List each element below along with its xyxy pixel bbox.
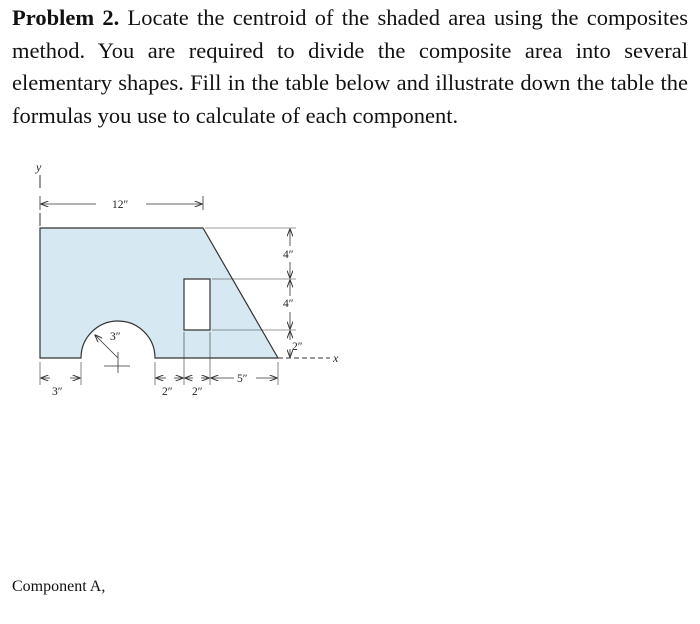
problem-label: Problem 2.: [12, 5, 120, 30]
component-a-label: Component A,: [12, 578, 106, 595]
dim-2b-label: 2″: [192, 386, 203, 398]
x-axis-label: x: [333, 351, 339, 365]
dim-3-label: 3″: [52, 386, 63, 398]
dim-12-label: 12″: [112, 199, 129, 211]
shaded-area: [40, 228, 278, 358]
problem-text: Locate the centroid of the shaded area using the composites method. You are required to divide the composite area into several elementary shapes. Fill in the table below and illustrate down the table the formulas you use to calculate of each component.: [12, 5, 688, 128]
dim-5-label: 5″: [237, 373, 248, 385]
dim-4a-label: 4″: [283, 249, 294, 261]
radius-label: 3″: [110, 331, 121, 343]
dim-4b-label: 4″: [283, 298, 294, 310]
dim-2-label: 2″: [292, 341, 303, 353]
y-axis-label: y: [36, 160, 42, 174]
dim-2a-label: 2″: [162, 386, 173, 398]
